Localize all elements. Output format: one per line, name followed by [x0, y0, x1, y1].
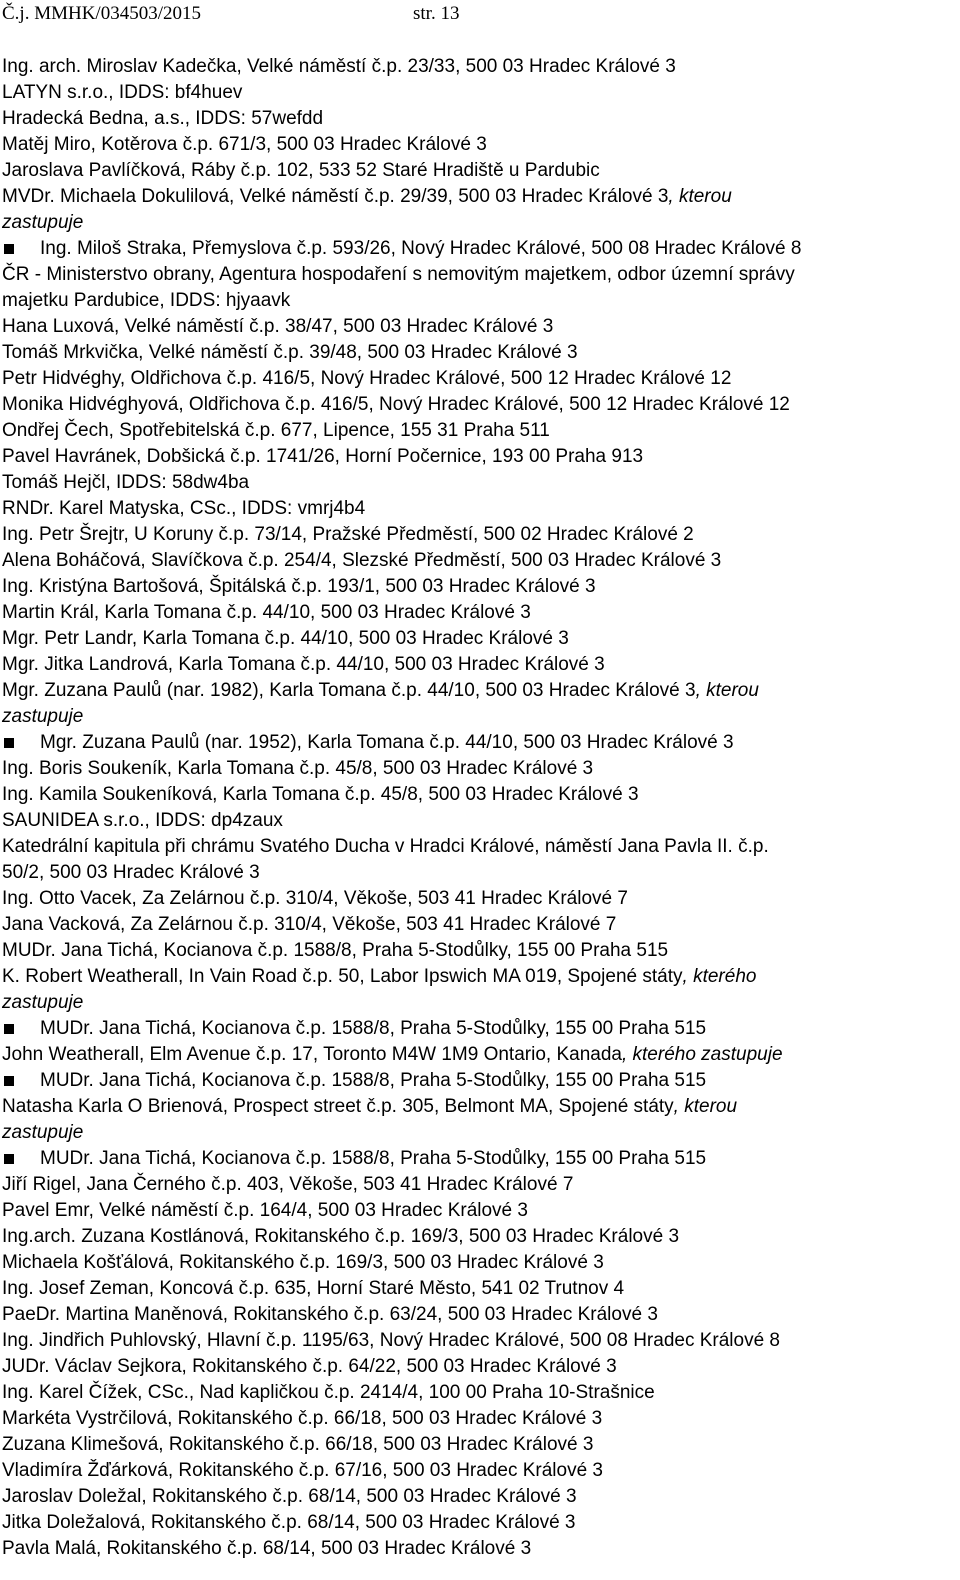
representation-note: , kterou: [668, 186, 732, 207]
line-text: K. Robert Weatherall, In Vain Road č.p. 50, Labor Ipswich MA 019, Spojené státy: [2, 966, 683, 987]
line-text: Jiří Rigel, Jana Černého č.p. 403, Věkoše, 503 41 Hradec Králové 7: [2, 1174, 574, 1195]
recipient-line: [2, 1120, 952, 1146]
representation-note: , kterou: [695, 680, 759, 701]
line-text: Jaroslav Doležal, Rokitanského č.p. 68/14, 500 03 Hradec Králové 3: [2, 1486, 577, 1507]
recipient-line: [2, 1432, 952, 1458]
recipient-line: [2, 1484, 952, 1510]
recipient-line: [2, 1042, 952, 1068]
recipient-line: [2, 1172, 952, 1198]
recipient-line: [2, 990, 952, 1016]
representative-line: [2, 1146, 952, 1172]
representative-line: [2, 1068, 952, 1094]
line-text: majetku Pardubice, IDDS: hjyaavk: [2, 290, 291, 311]
recipient-line: [2, 1276, 952, 1302]
line-text: Ing. Petr Šrejtr, U Koruny č.p. 73/14, Pražské Předměstí, 500 02 Hradec Králové 2: [2, 524, 694, 545]
line-text: Mgr. Zuzana Paulů (nar. 1952), Karla Tomana č.p. 44/10, 500 03 Hradec Králové 3: [40, 732, 734, 753]
recipient-line: [2, 288, 952, 314]
recipient-line: [2, 860, 952, 886]
recipient-line: [2, 80, 952, 106]
line-text: Tomáš Hejčl, IDDS: 58dw4ba: [2, 472, 250, 493]
representation-note: zastupuje: [2, 1122, 84, 1143]
recipient-line: [2, 1380, 952, 1406]
recipient-line: [2, 106, 952, 132]
line-text: Pavel Havránek, Dobšická č.p. 1741/26, Horní Počernice, 193 00 Praha 913: [2, 446, 644, 467]
line-text: Pavel Emr, Velké náměstí č.p. 164/4, 500 03 Hradec Králové 3: [2, 1200, 528, 1221]
representation-note: , kterého zastupuje: [621, 1044, 783, 1065]
line-text: MUDr. Jana Tichá, Kocianova č.p. 1588/8, Praha 5-Stodůlky, 155 00 Praha 515: [40, 1070, 707, 1091]
representative-line: [2, 236, 952, 262]
recipient-line: [2, 1510, 952, 1536]
line-text: Ing.arch. Zuzana Kostlánová, Rokitanského č.p. 169/3, 500 03 Hradec Králové 3: [2, 1226, 680, 1247]
recipient-list: [2, 54, 952, 1562]
line-text: Ing. Boris Soukeník, Karla Tomana č.p. 45/8, 500 03 Hradec Králové 3: [2, 758, 594, 779]
line-text: Ing. Jindřich Puhlovský, Hlavní č.p. 1195/63, Nový Hradec Králové, 500 08 Hradec Králové 8: [2, 1330, 780, 1351]
recipient-line: [2, 964, 952, 990]
recipient-line: [2, 444, 952, 470]
representation-note: zastupuje: [2, 992, 84, 1013]
page-header: [2, 3, 460, 25]
line-text: John Weatherall, Elm Avenue č.p. 17, Toronto M4W 1M9 Ontario, Kanada: [2, 1044, 622, 1065]
recipient-line: [2, 626, 952, 652]
line-text: Hradecká Bedna, a.s., IDDS: 57wefdd: [2, 108, 324, 129]
line-text: Ing. Otto Vacek, Za Zelárnou č.p. 310/4, Věkoše, 503 41 Hradec Králové 7: [2, 888, 628, 909]
recipient-line: [2, 912, 952, 938]
representation-note: , kterou: [673, 1096, 738, 1117]
recipient-line: [2, 262, 952, 288]
recipient-line: [2, 1536, 952, 1562]
line-text: Pavla Malá, Rokitanského č.p. 68/14, 500 03 Hradec Králové 3: [2, 1538, 532, 1559]
line-text: Ing. Josef Zeman, Koncová č.p. 635, Horní Staré Město, 541 02 Trutnov 4: [2, 1278, 625, 1299]
recipient-line: [2, 1328, 952, 1354]
recipient-line: [2, 158, 952, 184]
recipient-line: [2, 574, 952, 600]
recipient-line: [2, 392, 952, 418]
line-text: JUDr. Václav Sejkora, Rokitanského č.p. 64/22, 500 03 Hradec Králové 3: [2, 1356, 617, 1377]
recipient-line: [2, 782, 952, 808]
recipient-line: [2, 54, 952, 80]
recipient-line: [2, 522, 952, 548]
line-text: Jitka Doležalová, Rokitanského č.p. 68/14, 500 03 Hradec Králové 3: [2, 1512, 576, 1533]
line-text: RNDr. Karel Matyska, CSc., IDDS: vmrj4b4: [2, 498, 366, 519]
line-text: Michaela Košťálová, Rokitanského č.p. 169/3, 500 03 Hradec Králové 3: [2, 1252, 604, 1273]
recipient-line: [2, 1302, 952, 1328]
line-text: Jaroslava Pavlíčková, Ráby č.p. 102, 533 52 Staré Hradiště u Pardubic: [2, 160, 600, 181]
recipient-line: [2, 600, 952, 626]
representation-note: zastupuje: [2, 706, 84, 727]
recipient-line: [2, 418, 952, 444]
recipient-line: [2, 756, 952, 782]
document-reference: Č.j. MMHK/034503/2015: [2, 3, 201, 24]
recipient-line: [2, 1458, 952, 1484]
line-text: Mgr. Jitka Landrová, Karla Tomana č.p. 44/10, 500 03 Hradec Králové 3: [2, 654, 605, 675]
recipient-line: [2, 886, 952, 912]
recipient-line: [2, 1406, 952, 1432]
recipient-line: [2, 340, 952, 366]
line-text: Ing. Miloš Straka, Přemyslova č.p. 593/26, Nový Hradec Králové, 500 08 Hradec Králové 8: [40, 238, 802, 259]
line-text: Jana Vacková, Za Zelárnou č.p. 310/4, Věkoše, 503 41 Hradec Králové 7: [2, 914, 617, 935]
line-text: Petr Hidvéghy, Oldřichova č.p. 416/5, Nový Hradec Králové, 500 12 Hradec Králové 12: [2, 368, 732, 389]
line-text: Zuzana Klimešová, Rokitanského č.p. 66/18, 500 03 Hradec Králové 3: [2, 1434, 594, 1455]
line-text: Alena Boháčová, Slavíčkova č.p. 254/4, Slezské Předměstí, 500 03 Hradec Králové 3: [2, 550, 722, 571]
recipient-line: [2, 1198, 952, 1224]
line-text: MUDr. Jana Tichá, Kocianova č.p. 1588/8, Praha 5-Stodůlky, 155 00 Praha 515: [2, 940, 669, 961]
representative-line: [2, 1016, 952, 1042]
line-text: Ing. arch. Miroslav Kadečka, Velké náměstí č.p. 23/33, 500 03 Hradec Králové 3: [2, 56, 676, 77]
page-number: str. 13: [413, 3, 460, 24]
recipient-line: [2, 938, 952, 964]
line-text: MUDr. Jana Tichá, Kocianova č.p. 1588/8, Praha 5-Stodůlky, 155 00 Praha 515: [40, 1018, 707, 1039]
line-text: LATYN s.r.o., IDDS: bf4huev: [2, 82, 243, 103]
representation-note: zastupuje: [2, 212, 84, 233]
recipient-line: [2, 678, 952, 704]
recipient-line: [2, 184, 952, 210]
line-text: Matěj Miro, Kotěrova č.p. 671/3, 500 03 Hradec Králové 3: [2, 134, 487, 155]
recipient-line: [2, 470, 952, 496]
line-text: Ondřej Čech, Spotřebitelská č.p. 677, Lipence, 155 31 Praha 511: [2, 420, 550, 441]
line-text: Mgr. Petr Landr, Karla Tomana č.p. 44/10, 500 03 Hradec Králové 3: [2, 628, 569, 649]
line-text: Ing. Karel Čížek, CSc., Nad kapličkou č.p. 2414/4, 100 00 Praha 10-Strašnice: [2, 1382, 655, 1403]
recipient-line: [2, 1094, 952, 1120]
line-text: 50/2, 500 03 Hradec Králové 3: [2, 862, 260, 883]
recipient-line: [2, 366, 952, 392]
line-text: Hana Luxová, Velké náměstí č.p. 38/47, 500 03 Hradec Králové 3: [2, 316, 554, 337]
line-text: MUDr. Jana Tichá, Kocianova č.p. 1588/8, Praha 5-Stodůlky, 155 00 Praha 515: [40, 1148, 707, 1169]
recipient-line: [2, 314, 952, 340]
line-text: Ing. Kristýna Bartošová, Špitálská č.p. 193/1, 500 03 Hradec Králové 3: [2, 576, 596, 597]
recipient-line: [2, 652, 952, 678]
line-text: Katedrální kapitula při chrámu Svatého Ducha v Hradci Králové, náměstí Jana Pavla II. č.p.: [2, 836, 769, 857]
recipient-line: [2, 210, 952, 236]
recipient-line: [2, 1354, 952, 1380]
line-text: MVDr. Michaela Dokulilová, Velké náměstí č.p. 29/39, 500 03 Hradec Králové 3: [2, 186, 669, 207]
line-text: SAUNIDEA s.r.o., IDDS: dp4zaux: [2, 810, 283, 831]
line-text: PaeDr. Martina Maněnová, Rokitanského č.p. 63/24, 500 03 Hradec Králové 3: [2, 1304, 658, 1325]
line-text: Monika Hidvéghyová, Oldřichova č.p. 416/5, Nový Hradec Králové, 500 12 Hradec Králové 12: [2, 394, 790, 415]
line-text: Markéta Vystrčilová, Rokitanského č.p. 66/18, 500 03 Hradec Králové 3: [2, 1408, 603, 1429]
line-text: Ing. Kamila Soukeníková, Karla Tomana č.p. 45/8, 500 03 Hradec Králové 3: [2, 784, 639, 805]
recipient-line: [2, 834, 952, 860]
line-text: Natasha Karla O Brienová, Prospect street č.p. 305, Belmont MA, Spojené státy: [2, 1096, 674, 1117]
line-text: ČR - Ministerstvo obrany, Agentura hospodaření s nemovitým majetkem, odbor územní správy: [2, 264, 795, 285]
line-text: Vladimíra Žďárková, Rokitanského č.p. 67/16, 500 03 Hradec Králové 3: [2, 1460, 603, 1481]
recipient-line: [2, 1224, 952, 1250]
recipient-line: [2, 1250, 952, 1276]
recipient-line: [2, 548, 952, 574]
line-text: Martin Král, Karla Tomana č.p. 44/10, 500 03 Hradec Králové 3: [2, 602, 531, 623]
representation-note: , kterého: [682, 966, 757, 987]
line-text: Tomáš Mrkvička, Velké náměstí č.p. 39/48, 500 03 Hradec Králové 3: [2, 342, 578, 363]
recipient-line: [2, 704, 952, 730]
recipient-line: [2, 808, 952, 834]
representative-line: [2, 730, 952, 756]
recipient-line: [2, 496, 952, 522]
line-text: Mgr. Zuzana Paulů (nar. 1982), Karla Tomana č.p. 44/10, 500 03 Hradec Králové 3: [2, 680, 696, 701]
recipient-line: [2, 132, 952, 158]
